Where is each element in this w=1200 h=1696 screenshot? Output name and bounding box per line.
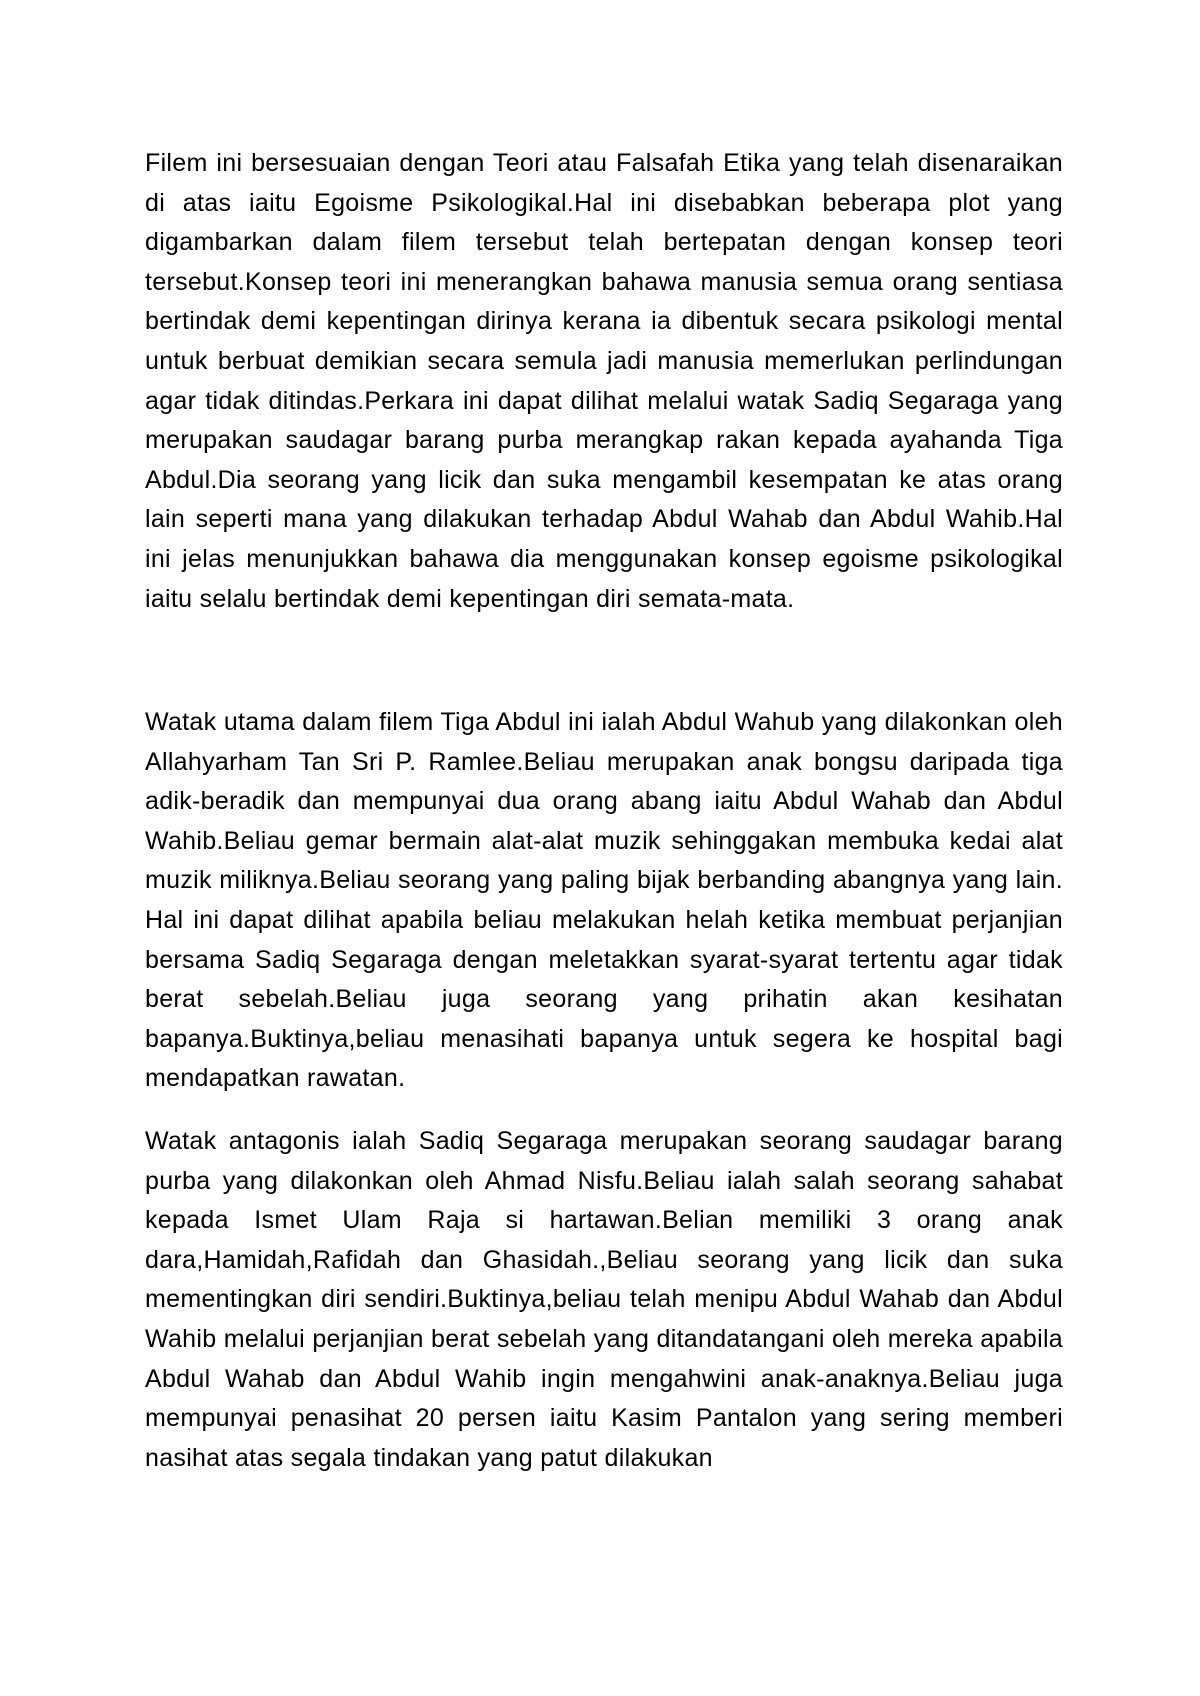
paragraph-watak-utama: Watak utama dalam filem Tiga Abdul ini ialah Abdul Wahub yang dilakonkan oleh Allahyarham Tan Sri P. Ramlee.Beliau merupakan anak bongsu daripada tiga adik-beradik dan mempunyai dua orang abang iaitu Abdul Wahab dan Abdul Wahib.Beliau gemar bermain alat-alat muzik sehinggakan membuka kedai alat muzik miliknya.Beliau seorang yang paling bijak berbanding abangnya yang lain. Hal ini dapat dilihat apabila beliau melakukan helah ketika membuat perjanjian bersama Sadiq Segaraga dengan meletakkan syarat-syarat tertentu agar tidak berat sebelah.Beliau juga seorang yang prihatin akan kesihatan bapanya.Buktinya,beliau menasihati bapanya untuk segera ke hospital bagi mendapatkan rawatan. [145,708,1063,1093]
paragraph-egoisme: Filem ini bersesuaian dengan Teori atau Falsafah Etika yang telah disenaraikan di atas iaitu Egoisme Psikologikal.Hal ini disebabkan beberapa plot yang digambarkan dalam filem tersebut telah bertepatan dengan konsep teori tersebut.Konsep teori ini menerangkan bahawa manusia semua orang sentiasa bertindak demi kepentingan dirinya kerana ia dibentuk secara psikologi mental untuk berbuat demikian secara semula jadi manusia memerlukan perlindungan agar tidak ditindas.Perkara ini dapat dilihat melalui watak Sadiq Segaraga yang merupakan saudagar barang purba merangkap rakan kepada ayahanda Tiga Abdul.Dia seorang yang licik dan suka mengambil kesempatan ke atas orang lain seperti mana yang dilakukan terhadap Abdul Wahab dan Abdul Wahib.Hal ini jelas menunjukkan bahawa dia menggunakan konsep egoisme psikologikal iaitu selalu bertindak demi kepentingan diri semata-mata. [145,149,1063,613]
paragraph-watak-antagonis: Watak antagonis ialah Sadiq Segaraga merupakan seorang saudagar barang purba yang dilakonkan oleh Ahmad Nisfu.Beliau ialah salah seorang sahabat kepada Ismet Ulam Raja si hartawan.Belian memiliki 3 orang anak dara,Hamidah,Rafidah dan Ghasidah.,Beliau seorang yang licik dan suka mementingkan diri sendiri.Buktinya,beliau telah menipu Abdul Wahab dan Abdul Wahib melalui perjanjian berat sebelah yang ditandatangani oleh mereka apabila Abdul Wahab dan Abdul Wahib ingin mengahwini anak-anaknya.Beliau juga mempunyai penasihat 20 persen iaitu Kasim Pantalon yang sering memberi nasihat atas segala tindakan yang patut dilakukan [145,1127,1063,1472]
